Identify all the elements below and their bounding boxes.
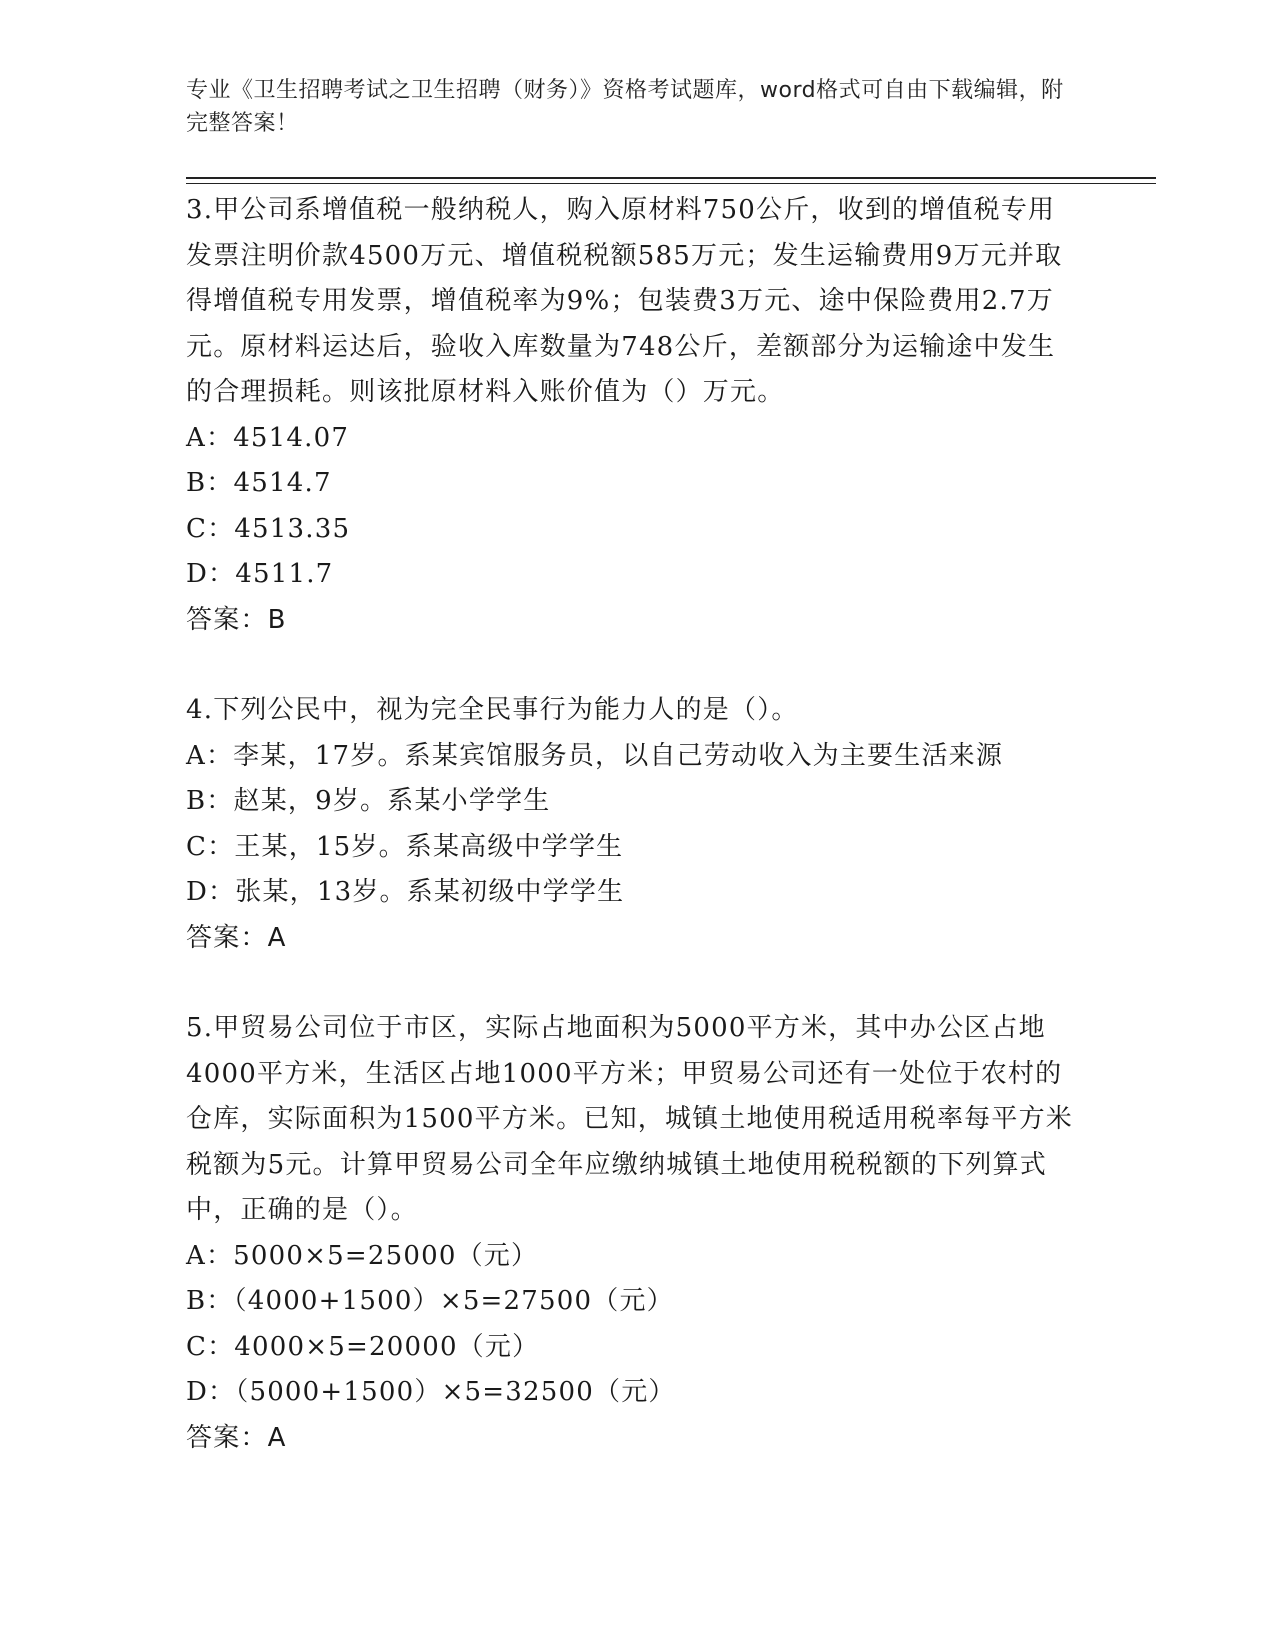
- header-divider-thick: [186, 177, 1156, 179]
- option-a: A：李某，17岁。系某宾馆服务员，以自己劳动收入为主要生活来源: [186, 740, 1004, 771]
- option-c: C：王某，15岁。系某高级中学学生: [186, 831, 624, 862]
- option-c: C：4513.35: [186, 513, 351, 544]
- answer: 答案：A: [186, 1422, 287, 1453]
- question-3: [186, 188, 1076, 643]
- option-d: D：张某，13岁。系某初级中学学生: [186, 877, 625, 907]
- option-c: C：4000×5=20000（元）: [186, 1331, 540, 1362]
- answer: 答案：A: [186, 922, 287, 953]
- question-stem: 4.下列公民中，视为完全民事行为能力人的是（）。: [186, 695, 799, 725]
- option-b: B：4514.7: [186, 468, 332, 498]
- question-stem: 3.甲公司系增值税一般纳税人，购入原材料750公斤，收到的增值税专用发票注明价款4500万元、增值税税额585万元；发生运输费用9万元并取得增值税专用发票，增值税率为9%；包装费3万元、途中保险费用2.7万元。原材料运达后，验收入库数量为748公斤，差额部分为运输途中发生的合理损耗。则该批原材料入账价值为（）万元。: [186, 195, 1063, 407]
- option-d: D：4511.7: [186, 559, 334, 589]
- question-stem: 5.甲贸易公司位于市区，实际占地面积为5000平方米，其中办公区占地4000平方米，生活区占地1000平方米；甲贸易公司还有一处位于农村的仓库，实际面积为1500平方米。已知，城镇土地使用税适用税率每平方米税额为5元。计算甲贸易公司全年应缴纳城镇土地使用税税额的下列算式中，正确的是（）。: [186, 1013, 1073, 1225]
- option-d: D：（5000+1500）×5=32500（元）: [186, 1377, 676, 1407]
- answer: 答案：B: [186, 604, 287, 635]
- option-a: A：5000×5=25000（元）: [186, 1240, 539, 1271]
- option-a: A：4514.07: [186, 422, 350, 453]
- option-b: B：赵某，9岁。系某小学学生: [186, 786, 551, 816]
- header-divider-thin: [186, 183, 1156, 184]
- option-b: B：（4000+1500）×5=27500（元）: [186, 1286, 674, 1316]
- question-4: [186, 688, 1076, 961]
- document-header: 专业《卫生招聘考试之卫生招聘（财务）》资格考试题库，word格式可自由下载编辑，附完整答案！: [186, 78, 1064, 136]
- question-5: [186, 1006, 1076, 1461]
